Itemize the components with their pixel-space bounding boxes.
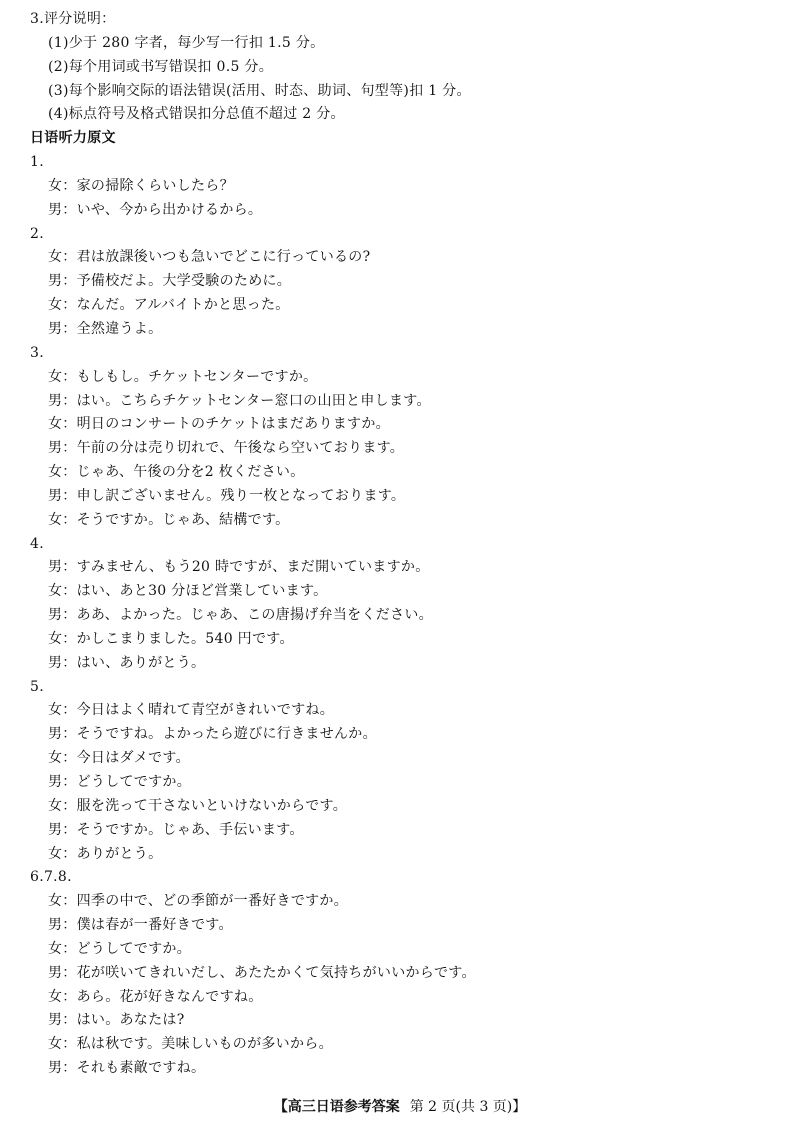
dialogue-number: 4. [30,535,44,552]
dialogue-line: 女：はい、あと30 分ほど営業しています。 [48,583,328,600]
listening-title: 日语听力原文 [30,130,116,147]
dialogue-number: 1. [30,154,44,171]
dialogue-line: 女：服を洗って干さないといけないからです。 [48,797,348,814]
dialogue-line: 女：なんだ。アルバイトかと思った。 [48,297,290,314]
dialogue-line: 女：もしもし。チケットセンターですか。 [48,368,318,385]
dialogue-line: 女：四季の中で、どの季節が一番好きですか。 [48,893,349,910]
dialogue-line: 女：今日はよく晴れて青空がきれいですね。 [48,702,334,719]
dialogue-line: 女：ありがとう。 [48,845,163,862]
dialogue-line: 男：予備校だよ。大学受験のために。 [48,273,292,290]
dialogue-line: 男：ああ、よかった。じゃあ、この唐揚げ弁当をください。 [48,607,433,624]
scoring-item: (3)每个影响交际的语法错误(活用、时态、助词、句型等)扣 1 分。 [48,82,471,99]
dialogue-line: 男：はい。こちらチケットセンター窓口の山田と申します。 [48,392,431,409]
dialogue-line: 男：どうしてですか。 [48,774,191,790]
dialogue-number: 5. [30,678,44,695]
dialogue-line: 女：かしこまりました。540 円です。 [48,630,294,647]
footer-title: 【高三日语参考答案 [273,1099,400,1115]
dialogue-line: 男：いや、今から出かけるから。 [48,201,263,218]
scoring-title: 3.评分说明： [30,11,116,27]
dialogue-line: 女：私は秋です。美味しいものが多いから。 [48,1036,333,1053]
scoring-item: (1)少于 280 字者，每少写一行扣 1.5 分。 [48,34,325,51]
dialogue-line: 男：そうですか。じゃあ、手伝います。 [48,821,304,838]
document-content [30,8,770,1081]
dialogue-line: 男：はい。あなたは? [48,1012,185,1029]
dialogue-line: 女：あら。花が好きなんですね。 [48,988,263,1005]
dialogue-line: 女：どうしてですか。 [48,940,191,957]
dialogue-line: 男：それも素敵ですね。 [48,1060,206,1077]
dialogue-line: 男：申し訳ございません。残り一枚となっております。 [48,487,406,504]
dialogue-line: 男：午前の分は売り切れで、午後なら空いております。 [48,440,405,457]
dialogue-line: 男：僕は春が一番好きです。 [48,917,233,934]
dialogue-number: 6.7.8. [30,869,72,886]
dialogue-line: 女：君は放課後いつも急いでどこに行っているの? [48,249,371,266]
dialogue-line: 男：はい、ありがとう。 [48,654,206,671]
scoring-item: (2)每个用词或书写错误扣 0.5 分。 [48,58,273,75]
dialogue-line: 女：家の掃除くらいしたら？ [48,177,234,194]
dialogue-line: 女：明日のコンサートのチケットはまだありますか。 [48,416,390,433]
dialogue-line: 男：全然違うよ。 [48,320,163,337]
dialogue-line: 男：そうですね。よかったら遊びに行きませんか。 [48,726,377,743]
dialogue-line: 女：今日はダメです。 [48,750,190,767]
dialogue-line: 女：じゃあ、午後の分を2 枚ください。 [48,464,305,481]
scoring-item: (4)标点符号及格式错误扣分总值不超过 2 分。 [48,106,345,123]
dialogue-number: 2. [30,225,44,242]
dialogue-number: 3. [30,344,44,361]
dialogue-line: 女：そうですか。じゃあ、結構です。 [48,511,290,528]
dialogue-line: 男：花が咲いてきれいだし、あたたかくて気持ちがいいからです。 [48,964,476,981]
page-footer [0,1097,800,1117]
dialogue-line: 男：すみません、もう20 時ですが、まだ開いていますか。 [48,559,430,576]
footer-page-number: 第 2 页(共 3 页)】 [409,1099,527,1115]
